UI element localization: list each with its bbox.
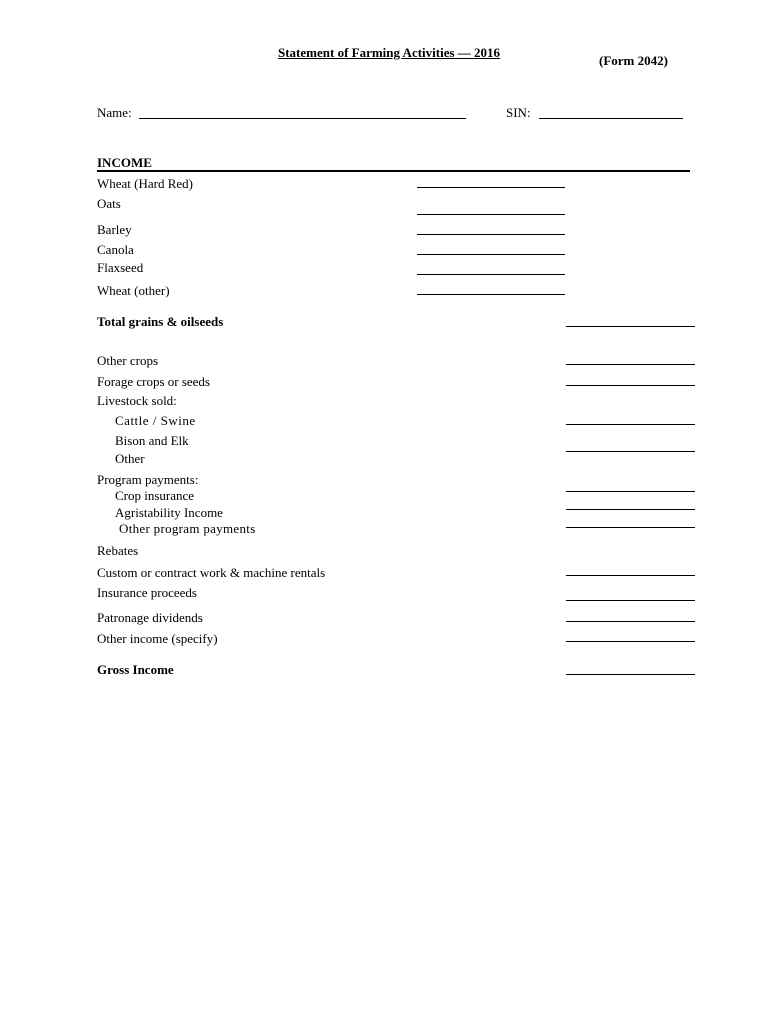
barley-label: Barley [97, 222, 132, 237]
livestock-sold-label: Livestock sold: [97, 393, 177, 408]
cattle-swine-field[interactable] [566, 424, 695, 425]
flaxseed-field[interactable] [417, 274, 565, 275]
oats-label: Oats [97, 196, 121, 211]
total-grains-label: Total grains & oilseeds [97, 314, 224, 329]
wheat-hard-red-field[interactable] [417, 187, 565, 188]
income-heading: INCOME [97, 155, 152, 170]
forage-label: Forage crops or seeds [97, 374, 210, 389]
rebates-label: Rebates [97, 543, 139, 558]
crop-insurance-field[interactable] [566, 491, 695, 492]
agristability-label: Agristability Income [115, 505, 223, 520]
other-income-label: Other income (specify) [97, 631, 218, 646]
gross-income-field[interactable] [566, 674, 695, 675]
custom-work-field[interactable] [566, 575, 695, 576]
wheat-hard-red-label: Wheat (Hard Red) [97, 176, 194, 191]
insurance-proceeds-label: Insurance proceeds [97, 585, 197, 600]
gross-income-label: Gross Income [97, 662, 174, 677]
bison-elk-label: Bison and Elk [115, 433, 189, 448]
form-title: Statement of Farming Activities — 2016 [278, 45, 501, 60]
patronage-field[interactable] [566, 621, 695, 622]
name-label: Name: [97, 105, 132, 120]
form-number: (Form 2042) [599, 53, 668, 68]
oats-field[interactable] [417, 214, 565, 215]
program-payments-label: Program payments: [97, 472, 199, 487]
canola-field[interactable] [417, 254, 565, 255]
other-program-field[interactable] [566, 527, 695, 528]
insurance-proceeds-field[interactable] [566, 600, 695, 601]
flaxseed-label: Flaxseed [97, 260, 144, 275]
forage-field[interactable] [566, 385, 695, 386]
sin-label: SIN: [506, 105, 531, 120]
wheat-other-label: Wheat (other) [97, 283, 170, 298]
other-program-label: Other program payments [119, 521, 256, 536]
other-crops-field[interactable] [566, 364, 695, 365]
barley-field[interactable] [417, 234, 565, 235]
cattle-swine-label: Cattle / Swine [115, 413, 196, 428]
custom-work-label: Custom or contract work & machine rentals [97, 565, 326, 580]
wheat-other-field[interactable] [417, 294, 565, 295]
livestock-other-label: Other [115, 451, 145, 466]
crop-insurance-label: Crop insurance [115, 488, 195, 503]
sin-field[interactable] [539, 118, 683, 119]
name-field[interactable] [139, 118, 466, 119]
income-heading-rule [97, 170, 690, 172]
patronage-label: Patronage dividends [97, 610, 203, 625]
other-crops-label: Other crops [97, 353, 159, 368]
bison-elk-field[interactable] [566, 451, 695, 452]
agristability-field[interactable] [566, 509, 695, 510]
other-income-field[interactable] [566, 641, 695, 642]
canola-label: Canola [97, 242, 134, 257]
total-grains-field[interactable] [566, 326, 695, 327]
